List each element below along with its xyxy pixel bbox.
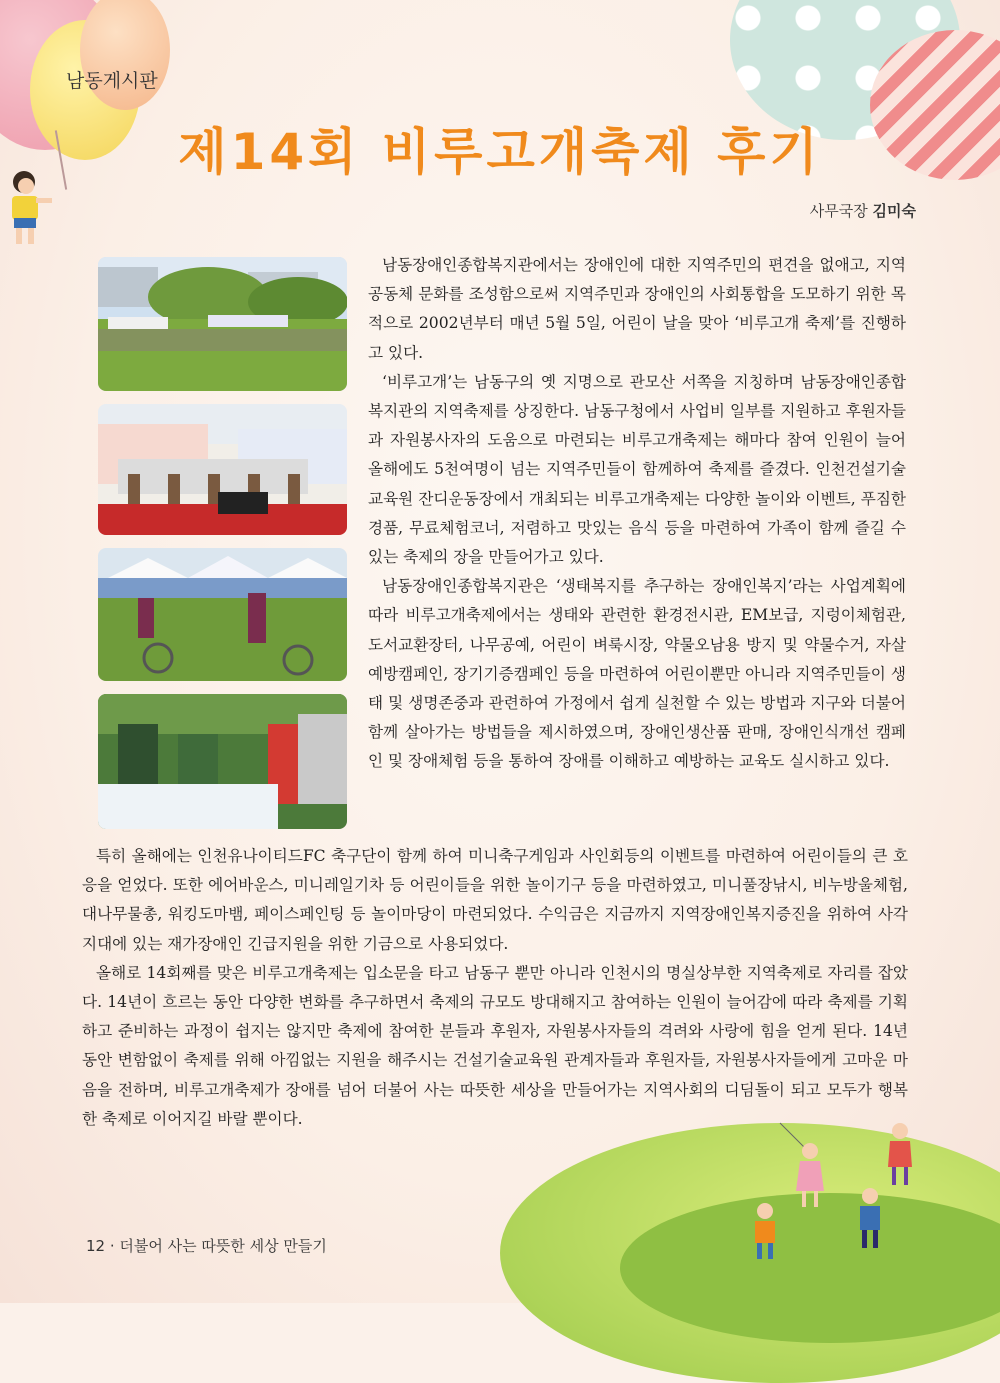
volunteer-booth-photo xyxy=(98,694,347,829)
article-full-width-text xyxy=(82,842,908,1134)
page-title: 제14회 비루고개축제 후기 xyxy=(178,123,822,181)
author-line xyxy=(810,200,916,221)
page-footer: 12 · 더불어 사는 따뜻한 세상 만들기 xyxy=(86,1237,327,1255)
section-label: 남동게시판 xyxy=(66,70,158,92)
festival-crowd-photo xyxy=(98,257,347,391)
wheelchair-activity-photo xyxy=(98,548,347,681)
paragraph: 남동장애인종합복지관에서는 장애인에 대한 지역주민의 편견을 없애고, 지역공동체 문화를 조성함으로써 지역주민과 장애인의 사회통합을 도모하기 위한 목적으로 2002년부터 매년 5월 5일, 어린이 날을 맞아 ‘비루고개 축제’를 진행하고 있다. xyxy=(368,256,906,362)
author-role: 사무국장 xyxy=(809,202,868,220)
paragraph: 올해로 14회째를 맞은 비루고개축제는 입소문을 타고 남동구 뿐만 아니라 인천시의 명실상부한 지역축제로 자리를 잡았다. 14년이 흐르는 동안 다양한 변화를 추구하면서 축제의 규모도 방대해지고 참여하는 인원이 늘어감에 따라 축제를 기획하고 준비하는 과정이 쉽지는 않지만 축제에 참여한 분들과 후원자, 자원봉사자들의 격려와 사랑에 힘을 얻게 된다. 14년 동안 변함없이 축제를 위해 아낌없는 지원을 해주시는 건설기술교육원 관계자들과 후원자들, 자원봉사자들에게 고마운 마음을 전하며, 비루고개축제가 장애를 넘어 더불어 사는 따뜻한 세상을 만들어가는 지역사회의 디딤돌이 되고 모두가 행복한 축제로 이어지길 바랄 뿐이다. xyxy=(82,963,908,1128)
author-name: 김미숙 xyxy=(872,202,916,220)
stage-performance-photo xyxy=(98,404,347,535)
article-column-text xyxy=(368,251,906,777)
paragraph: 특히 올해에는 인천유나이티드FC 축구단이 함께 하여 미니축구게임과 사인회등의 이벤트를 마련하여 어린이들의 큰 호응을 얻었다. 또한 에어바운스, 미니레일기차 등 어린이들을 위한 놀이기구 등을 마련하였고, 미니풀장낚시, 비누방울체험, 대나무물총, 워킹도마뱀, 페이스페인팅 등 놀이마당이 마련되었다. 수익금은 지금까지 지역장애인복지증진을 위하여 사각지대에 있는 재가장애인 긴급지원을 위한 기금으로 사용되었다. xyxy=(82,847,908,953)
paragraph: 남동장애인종합복지관은 ‘생태복지를 추구하는 장애인복지’라는 사업계획에 따라 비루고개축제에서는 생태와 관련한 환경전시관, EM보급, 지렁이체험관, 도서교환장터, 나무공예, 어린이 벼룩시장, 약물오남용 방지 및 약물수거, 자살예방캠페인, 장기기증캠페인 등을 마련하여 어린이뿐만 아니라 지역주민들이 생태 및 생명존중과 관련하여 가정에서 쉽게 실천할 수 있는 방법과 지구와 더불어 함께 살아가는 방법들을 제시하였으며, 장애인생산품 판매, 장애인식개선 캠페인 및 장애체험 등을 통하여 장애를 이해하고 예방하는 교육도 실시하고 있다. xyxy=(368,577,906,771)
paragraph: ‘비루고개’는 남동구의 옛 지명으로 관모산 서쪽을 지칭하며 남동장애인종합복지관의 지역축제를 상징한다. 남동구청에서 사업비 일부를 지원하고 후원자들과 자원봉사자의 도움으로 마련되는 비루고개축제는 해마다 참여 인원이 늘어 올해에도 5천여명이 넘는 지역주민들이 함께하여 축제를 즐겼다. 인천건설기술교육원 잔디운동장에서 개최되는 비루고개축제는 다양한 놀이와 이벤트, 푸짐한 경품, 무료체험코너, 저렴하고 맛있는 음식 등을 마련하여 가족이 함께 즐길 수 있는 축제의 장을 만들어가고 있다. xyxy=(368,372,906,567)
